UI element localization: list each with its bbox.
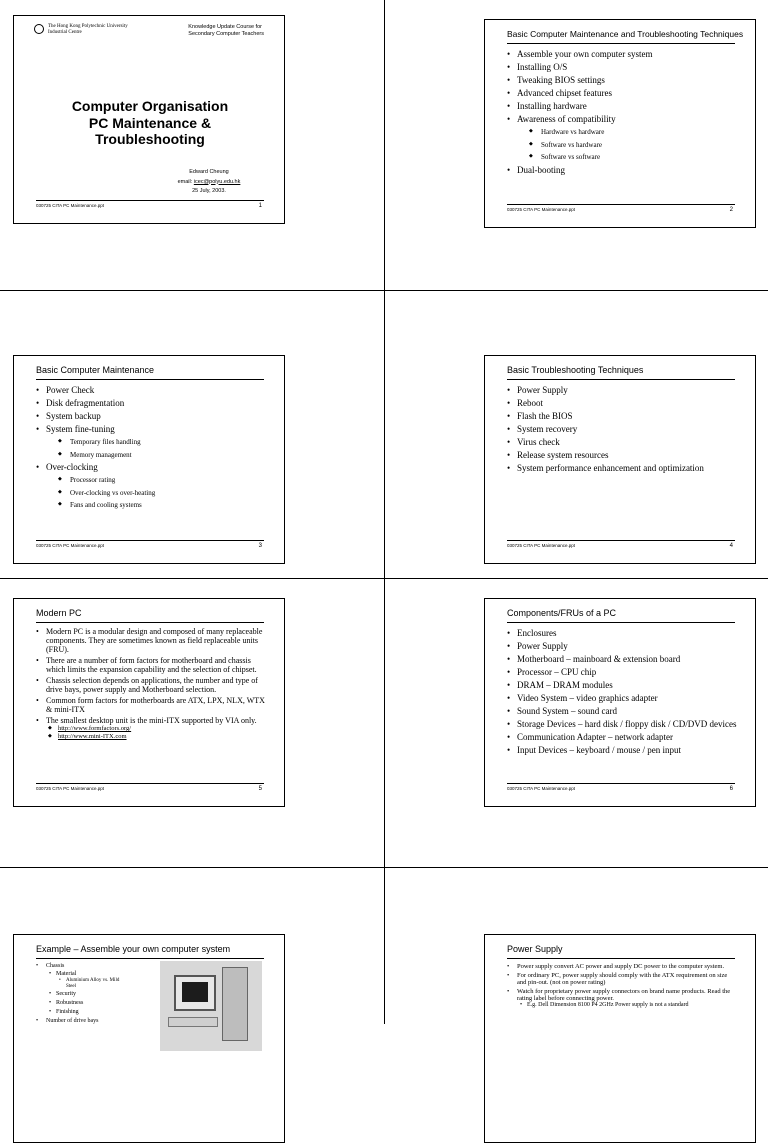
list-item: • DRAM – DRAM modules <box>505 679 737 692</box>
list-item: • Motherboard – mainboard & extension board <box>505 653 737 666</box>
slide-title: Power Supply <box>507 944 563 954</box>
list-item: • System fine-tuning ◆ Temporary files handling ◆ Memory management <box>34 423 266 461</box>
list-item: • Video System – video graphics adapter <box>505 692 737 705</box>
list-item: • Flash the BIOS <box>505 410 737 423</box>
list-item: • System recovery <box>505 423 737 436</box>
list-item: • Virus check <box>505 436 737 449</box>
slide-title: Basic Troubleshooting Techniques <box>507 365 644 375</box>
sub-list-item: ◆ Temporary files handling <box>46 436 266 449</box>
slide-3 <box>13 355 285 564</box>
sub-list <box>517 126 737 164</box>
list-item: • Tweaking BIOS settings <box>505 74 737 87</box>
list-item: • Power Supply <box>505 384 737 397</box>
slide-title: Modern PC <box>36 608 82 618</box>
slide-footer: 030725 CITA PC Maintenance.ppt <box>507 207 575 212</box>
sub-list-item: • Material • Aluminium Alloy vs. Mild Steel <box>46 970 266 990</box>
list-item: • Watch for proprietary power supply connectors on brand name products. Read the rating label before connecting power. • E.g. Dell Dimension 8100 P4 2GHz Power supply is not a standard <box>505 988 737 1009</box>
computer-tower-icon <box>222 967 248 1041</box>
slide-number: 4 <box>729 543 733 549</box>
list-item: • Over-clocking ◆ Processor rating ◆ Over-clocking vs over-heating ◆ Fans and cooling systems <box>34 461 266 512</box>
slide-5 <box>13 598 285 807</box>
footer-rule <box>507 783 735 784</box>
list-item: • Communication Adapter – network adapter <box>505 731 737 744</box>
title-rule <box>507 43 735 44</box>
bullet-list <box>505 627 737 757</box>
slide-2 <box>484 19 756 228</box>
title-rule <box>36 958 264 959</box>
list-item: • Assemble your own computer system <box>505 48 737 61</box>
title-rule <box>507 379 735 380</box>
title-rule <box>36 379 264 380</box>
formfactors-link[interactable]: http://www.formfactors.org/ <box>58 725 132 732</box>
sub-list-item: ◆ Over-clocking vs over-heating <box>46 487 266 500</box>
slide-footer: 030725 CITA PC Maintenance.ppt <box>507 543 575 548</box>
page-divider-horizontal <box>0 290 768 291</box>
footer-rule <box>36 540 264 541</box>
sub-list-item: ◆ Software vs hardware <box>517 139 737 152</box>
slide-footer: 030725 CITA PC Maintenance.ppt <box>36 786 104 791</box>
slide-title: Example – Assemble your own computer system <box>36 944 231 954</box>
list-item: • Installing O/S <box>505 61 737 74</box>
slide-title: Basic Computer Maintenance and Troubleshooting Techniques <box>507 29 744 39</box>
slide-footer: 030725 CITA PC Maintenance.ppt <box>36 203 104 208</box>
list-item: • Processor – CPU chip <box>505 666 737 679</box>
monitor-icon <box>174 975 216 1011</box>
presentation-date: 25 July, 2003. <box>192 188 226 194</box>
slide-footer: 030725 CITA PC Maintenance.ppt <box>36 543 104 548</box>
list-item: • Chassis selection depends on applications, the number and type of drive bays, power supply and Motherboard selection. <box>34 676 266 694</box>
list-item: • Storage Devices – hard disk / floppy disk / CD/DVD devices <box>505 718 737 731</box>
list-item: • The smallest desktop unit is the mini-ITX supported by VIA only. ◆ http://www.formfactors.org/ ◆ http://www.mini-ITX.com <box>34 716 266 741</box>
keyboard-icon <box>168 1017 218 1027</box>
list-item: • Sound System – sound card <box>505 705 737 718</box>
slide-number: 3 <box>258 543 262 549</box>
sub-list-item: ◆ Processor rating <box>46 474 266 487</box>
slide-8 <box>484 934 756 1143</box>
list-item: • Chassis • Material • Aluminium Alloy vs. Mild Steel • Security • Robustness • Finishing <box>34 963 266 1017</box>
sub-list <box>46 725 266 741</box>
bullet-list <box>34 384 266 512</box>
sub-list-item: • Robustness <box>46 999 266 1008</box>
sub-list <box>517 1002 737 1009</box>
sub-list-item: ◆ Hardware vs hardware <box>517 126 737 139</box>
computer-photo <box>160 961 262 1051</box>
list-item: • Common form factors for motherboards are ATX, LPX, NLX, WTX & mini-ITX <box>34 696 266 714</box>
list-item: • Power Supply <box>505 640 737 653</box>
sub-list-item: ◆ Memory management <box>46 449 266 462</box>
list-item: • Power supply convert AC power and supply DC power to the computer system. <box>505 963 737 970</box>
sub-sub-list-item: • Aluminium Alloy vs. Mild Steel <box>56 978 126 990</box>
slide-number: 1 <box>258 203 262 209</box>
mini-itx-link[interactable]: http://www.mini-ITX.com <box>58 733 127 740</box>
footer-rule <box>507 540 735 541</box>
sub-list <box>46 436 266 461</box>
list-item: • Installing hardware <box>505 100 737 113</box>
sub-list-item: • Security <box>46 990 266 999</box>
sub-list <box>46 474 266 512</box>
list-item: • Release system resources <box>505 449 737 462</box>
slide-number: 6 <box>729 786 733 792</box>
author-info <box>164 168 254 197</box>
slide-1 <box>13 15 285 224</box>
list-item: • Dual-booting <box>505 164 737 177</box>
footer-rule <box>36 200 264 201</box>
list-item: • System performance enhancement and optimization <box>505 462 737 475</box>
footer-rule <box>36 783 264 784</box>
list-item: • System backup <box>34 410 266 423</box>
list-item: • Reboot <box>505 397 737 410</box>
list-item: • There are a number of form factors for motherboard and chassis which limits the expansion capability and the selection of chipset. <box>34 656 266 674</box>
page-divider-vertical <box>384 0 385 1024</box>
bullet-list <box>505 48 737 177</box>
author-name: Edward Cheung <box>189 169 229 175</box>
page-divider-horizontal <box>0 578 768 579</box>
sub-sub-list <box>56 978 126 990</box>
sub-list-item <box>46 733 266 741</box>
sub-list-item: • E.g. Dell Dimension 8100 P4 2GHz Power supply is not a standard <box>517 1002 737 1009</box>
page-divider-horizontal <box>0 867 768 868</box>
presentation-title: Computer Organisation PC Maintenance & Troubleshooting <box>71 98 229 147</box>
list-item: • Advanced chipset features <box>505 87 737 100</box>
list-item: • Enclosures <box>505 627 737 640</box>
slide-4 <box>484 355 756 564</box>
list-item: • For ordinary PC, power supply should comply with the ATX requirement on size and pin-out. (not on power rating) <box>505 972 737 986</box>
title-rule <box>36 622 264 623</box>
sub-list-item: • Finishing <box>46 1008 266 1017</box>
slide-footer: 030725 CITA PC Maintenance.ppt <box>507 786 575 791</box>
author-email: email: icec@polyu.edu.hk <box>177 178 241 185</box>
footer-rule <box>507 204 735 205</box>
list-item: • Disk defragmentation <box>34 397 266 410</box>
list-item: • Power Check <box>34 384 266 397</box>
bullet-list <box>505 963 737 1011</box>
sub-list-item <box>46 725 266 733</box>
university-logo-icon <box>34 24 44 34</box>
list-item: • Input Devices – keyboard / mouse / pen input <box>505 744 737 757</box>
sub-list-item: ◆ Software vs software <box>517 151 737 164</box>
slide-7 <box>13 934 285 1143</box>
sub-list-item: ◆ Fans and cooling systems <box>46 499 266 512</box>
title-rule <box>507 622 735 623</box>
slide-title: Components/FRUs of a PC <box>507 608 617 618</box>
title-rule <box>507 958 735 959</box>
email-link[interactable]: icec@polyu.edu.hk <box>193 178 241 185</box>
list-item: • Modern PC is a modular design and composed of many replaceable components. They are sometimes known as field replaceable units (FRU). <box>34 627 266 654</box>
slide-number: 5 <box>258 786 262 792</box>
university-name: The Hong Kong Polytechnic University Industrial Centre <box>48 24 128 35</box>
slide-title: Basic Computer Maintenance <box>36 365 155 375</box>
bullet-list <box>34 627 266 743</box>
list-item: • Awareness of compatibility ◆ Hardware vs hardware ◆ Software vs hardware ◆ Software vs software <box>505 113 737 164</box>
bullet-list <box>505 384 737 475</box>
course-name: Knowledge Update Course for Secondary Computer Teachers <box>188 24 264 37</box>
list-item: • Number of drive bays <box>34 1017 266 1025</box>
slide-number: 2 <box>729 207 733 213</box>
slide-6 <box>484 598 756 807</box>
